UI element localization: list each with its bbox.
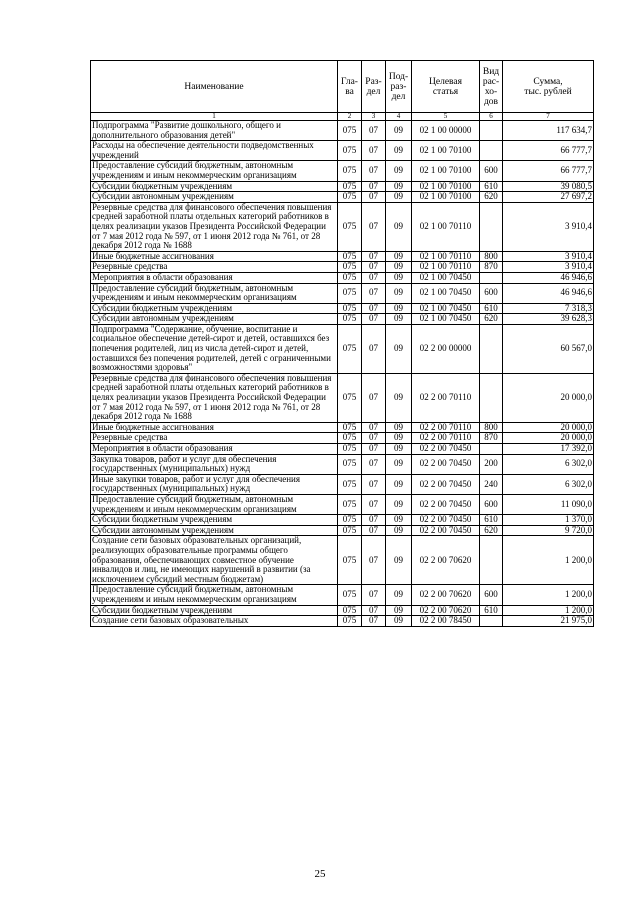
row-tselevaya: 02 2 00 70450 <box>412 474 480 494</box>
row-summa: 66 777,7 <box>503 161 594 181</box>
row-podrazdel: 09 <box>386 283 412 303</box>
header-razdel: Раз- дел <box>362 61 386 113</box>
row-razdel: 07 <box>362 474 386 494</box>
row-glava: 075 <box>338 121 362 141</box>
row-podrazdel: 09 <box>386 314 412 325</box>
row-summa: 39 080,5 <box>503 181 594 192</box>
row-razdel: 07 <box>362 605 386 616</box>
row-razdel: 07 <box>362 585 386 605</box>
row-podrazdel: 09 <box>386 433 412 444</box>
row-tselevaya: 02 2 00 78450 <box>412 616 480 627</box>
row-podrazdel: 09 <box>386 515 412 526</box>
row-podrazdel: 09 <box>386 525 412 536</box>
row-name: Создание сети базовых образовательных <box>91 616 338 627</box>
row-razdel: 07 <box>362 141 386 161</box>
row-summa: 3 910,4 <box>503 251 594 262</box>
row-name: Субсидии бюджетным учреждениям <box>91 303 338 314</box>
row-razdel: 07 <box>362 536 386 585</box>
header-vid: Вид рас- хо- дов <box>480 61 503 113</box>
row-tselevaya: 02 2 00 70620 <box>412 605 480 616</box>
row-tselevaya: 02 1 00 70450 <box>412 283 480 303</box>
row-name: Закупка товаров, работ и услуг для обеспечения государственных (муниципальных) нужд <box>91 454 338 474</box>
row-glava: 075 <box>338 161 362 181</box>
row-glava: 075 <box>338 262 362 273</box>
row-name: Предоставление субсидий бюджетным, автономным учреждениям и иным некоммерческим организациям <box>91 161 338 181</box>
row-glava: 075 <box>338 515 362 526</box>
row-glava: 075 <box>338 192 362 203</box>
row-podrazdel: 09 <box>386 474 412 494</box>
row-razdel: 07 <box>362 494 386 514</box>
row-razdel: 07 <box>362 161 386 181</box>
table-row <box>91 422 594 433</box>
row-glava: 075 <box>338 141 362 161</box>
header-podrazdel: Под- раз- дел <box>386 61 412 113</box>
row-vid <box>480 536 503 585</box>
row-vid <box>480 202 503 251</box>
row-vid: 620 <box>480 192 503 203</box>
table-row <box>91 433 594 444</box>
row-name: Иные бюджетные ассигнования <box>91 251 338 262</box>
row-glava: 075 <box>338 283 362 303</box>
row-tselevaya: 02 1 00 70110 <box>412 202 480 251</box>
row-razdel: 07 <box>362 121 386 141</box>
row-summa: 6 302,0 <box>503 474 594 494</box>
column-number: 4 <box>386 113 412 121</box>
row-summa: 46 946,6 <box>503 283 594 303</box>
table-row <box>91 454 594 474</box>
row-name: Иные бюджетные ассигнования <box>91 422 338 433</box>
table-row <box>91 605 594 616</box>
row-podrazdel: 09 <box>386 422 412 433</box>
row-podrazdel: 09 <box>386 494 412 514</box>
row-summa: 11 090,0 <box>503 494 594 514</box>
row-podrazdel: 09 <box>386 373 412 422</box>
row-podrazdel: 09 <box>386 303 412 314</box>
row-tselevaya: 02 2 00 70110 <box>412 433 480 444</box>
row-vid: 240 <box>480 474 503 494</box>
row-name: Резервные средства <box>91 262 338 273</box>
row-summa: 1 370,0 <box>503 515 594 526</box>
row-name: Субсидии автономным учреждениям <box>91 525 338 536</box>
row-tselevaya: 02 2 00 70450 <box>412 454 480 474</box>
row-vid: 610 <box>480 605 503 616</box>
row-razdel: 07 <box>362 283 386 303</box>
header-summa: Сумма, тыс. рублей <box>503 61 594 113</box>
row-vid: 200 <box>480 454 503 474</box>
row-razdel: 07 <box>362 433 386 444</box>
row-tselevaya: 02 1 00 70450 <box>412 314 480 325</box>
row-podrazdel: 09 <box>386 585 412 605</box>
table-row <box>91 181 594 192</box>
row-podrazdel: 09 <box>386 141 412 161</box>
row-vid <box>480 616 503 627</box>
row-summa: 6 302,0 <box>503 454 594 474</box>
row-tselevaya: 02 2 00 70110 <box>412 373 480 422</box>
row-podrazdel: 09 <box>386 444 412 455</box>
row-name: Субсидии бюджетным учреждениям <box>91 181 338 192</box>
row-glava: 075 <box>338 525 362 536</box>
row-vid: 800 <box>480 422 503 433</box>
row-tselevaya: 02 1 00 70110 <box>412 251 480 262</box>
table-row <box>91 161 594 181</box>
row-razdel: 07 <box>362 324 386 373</box>
row-glava: 075 <box>338 373 362 422</box>
row-podrazdel: 09 <box>386 262 412 273</box>
row-summa: 21 975,0 <box>503 616 594 627</box>
table-row <box>91 515 594 526</box>
column-number: 1 <box>91 113 338 121</box>
row-name: Резервные средства для финансового обеспечения повышения средней заработной платы отдельных категорий работников в целях реализации указов Президента Российской Федерации от 7 мая 2012 года № 597, от 1 июня 2012 года № 761, от 28 декабря 2012 года № 1688 <box>91 202 338 251</box>
row-vid: 600 <box>480 494 503 514</box>
row-podrazdel: 09 <box>386 181 412 192</box>
row-name: Мероприятия в области образования <box>91 444 338 455</box>
row-name: Резервные средства для финансового обеспечения повышения средней заработной платы отдельных категорий работников в целях реализации указов Президента Российской Федерации от 7 мая 2012 года № 597, от 1 июня 2012 года № 761, от 28 декабря 2012 года № 1688 <box>91 373 338 422</box>
row-name: Подпрограмма "Содержание, обучение, воспитание и социальное обеспечение детей-сирот и детей, оставшихся без попечения родителей, лиц из числа детей-сирот и детей, оставшихся без попечения родителей, детей с ограниченными возможностями здоровья" <box>91 324 338 373</box>
row-glava: 075 <box>338 454 362 474</box>
table-row <box>91 494 594 514</box>
row-tselevaya: 02 2 00 00000 <box>412 324 480 373</box>
row-razdel: 07 <box>362 454 386 474</box>
table-row <box>91 525 594 536</box>
row-summa: 7 318,3 <box>503 303 594 314</box>
row-podrazdel: 09 <box>386 251 412 262</box>
row-tselevaya: 02 1 00 70100 <box>412 141 480 161</box>
row-vid: 800 <box>480 251 503 262</box>
table-row <box>91 303 594 314</box>
row-vid: 620 <box>480 314 503 325</box>
table-row <box>91 272 594 283</box>
row-razdel: 07 <box>362 444 386 455</box>
table-row <box>91 314 594 325</box>
row-razdel: 07 <box>362 181 386 192</box>
row-podrazdel: 09 <box>386 454 412 474</box>
row-vid: 600 <box>480 161 503 181</box>
row-podrazdel: 09 <box>386 202 412 251</box>
table-row <box>91 141 594 161</box>
row-summa: 60 567,0 <box>503 324 594 373</box>
row-vid: 610 <box>480 303 503 314</box>
table-row <box>91 283 594 303</box>
column-number: 3 <box>362 113 386 121</box>
row-podrazdel: 09 <box>386 324 412 373</box>
row-vid <box>480 121 503 141</box>
row-razdel: 07 <box>362 202 386 251</box>
row-tselevaya: 02 2 00 70450 <box>412 494 480 514</box>
row-vid: 610 <box>480 181 503 192</box>
row-name: Предоставление субсидий бюджетным, автономным учреждениям и иным некоммерческим организациям <box>91 494 338 514</box>
row-name: Мероприятия в области образования <box>91 272 338 283</box>
row-vid: 620 <box>480 525 503 536</box>
row-podrazdel: 09 <box>386 161 412 181</box>
row-summa: 17 392,0 <box>503 444 594 455</box>
row-podrazdel: 09 <box>386 121 412 141</box>
row-razdel: 07 <box>362 272 386 283</box>
row-glava: 075 <box>338 433 362 444</box>
header-glava: Гла- ва <box>338 61 362 113</box>
row-vid <box>480 141 503 161</box>
row-glava: 075 <box>338 303 362 314</box>
row-glava: 075 <box>338 474 362 494</box>
row-tselevaya: 02 1 00 70450 <box>412 272 480 283</box>
row-razdel: 07 <box>362 192 386 203</box>
row-summa: 66 777,7 <box>503 141 594 161</box>
table-row <box>91 202 594 251</box>
row-tselevaya: 02 2 00 70620 <box>412 536 480 585</box>
row-razdel: 07 <box>362 314 386 325</box>
table-row <box>91 585 594 605</box>
row-glava: 075 <box>338 585 362 605</box>
table-row <box>91 121 594 141</box>
row-name: Субсидии бюджетным учреждениям <box>91 515 338 526</box>
row-name: Предоставление субсидий бюджетным, автономным учреждениям и иным некоммерческим организациям <box>91 585 338 605</box>
row-glava: 075 <box>338 251 362 262</box>
table-row <box>91 251 594 262</box>
row-glava: 075 <box>338 536 362 585</box>
row-summa: 20 000,0 <box>503 373 594 422</box>
row-tselevaya: 02 2 00 70450 <box>412 525 480 536</box>
row-tselevaya: 02 1 00 70100 <box>412 192 480 203</box>
row-tselevaya: 02 1 00 70450 <box>412 303 480 314</box>
row-podrazdel: 09 <box>386 605 412 616</box>
row-vid <box>480 373 503 422</box>
row-razdel: 07 <box>362 422 386 433</box>
row-name: Субсидии автономным учреждениям <box>91 192 338 203</box>
row-razdel: 07 <box>362 303 386 314</box>
row-vid: 600 <box>480 585 503 605</box>
row-glava: 075 <box>338 202 362 251</box>
row-tselevaya: 02 2 00 70450 <box>412 515 480 526</box>
row-name: Предоставление субсидий бюджетным, автономным учреждениям и иным некоммерческим организациям <box>91 283 338 303</box>
row-summa: 3 910,4 <box>503 202 594 251</box>
table-row <box>91 262 594 273</box>
column-numbers-row <box>91 113 594 121</box>
row-name: Подпрограмма "Развитие дошкольного, общего и дополнительного образования детей" <box>91 121 338 141</box>
row-glava: 075 <box>338 181 362 192</box>
budget-table <box>90 60 594 627</box>
row-glava: 075 <box>338 605 362 616</box>
row-summa: 1 200,0 <box>503 585 594 605</box>
row-name: Создание сети базовых образовательных организаций, реализующих образовательные программы общего образования, обеспечивающих совместное обучение инвалидов и лиц, не имеющих нарушений в развитии (за исключением субсидий местным бюджетам) <box>91 536 338 585</box>
row-glava: 075 <box>338 494 362 514</box>
row-summa: 117 634,7 <box>503 121 594 141</box>
row-summa: 20 000,0 <box>503 422 594 433</box>
row-tselevaya: 02 1 00 00000 <box>412 121 480 141</box>
table-row <box>91 536 594 585</box>
header-row <box>91 61 594 113</box>
row-glava: 075 <box>338 272 362 283</box>
page-number: 25 <box>314 868 326 880</box>
row-name: Субсидии бюджетным учреждениям <box>91 605 338 616</box>
row-glava: 075 <box>338 616 362 627</box>
row-vid: 870 <box>480 262 503 273</box>
row-tselevaya: 02 2 00 70620 <box>412 585 480 605</box>
row-vid: 870 <box>480 433 503 444</box>
row-vid: 610 <box>480 515 503 526</box>
row-name: Расходы на обеспечение деятельности подведомственных учреждений <box>91 141 338 161</box>
table-row <box>91 474 594 494</box>
row-summa: 20 000,0 <box>503 433 594 444</box>
row-glava: 075 <box>338 422 362 433</box>
row-name: Субсидии автономным учреждениям <box>91 314 338 325</box>
row-vid: 600 <box>480 283 503 303</box>
row-summa: 3 910,4 <box>503 262 594 273</box>
row-tselevaya: 02 1 00 70110 <box>412 262 480 273</box>
row-summa: 9 720,0 <box>503 525 594 536</box>
row-razdel: 07 <box>362 262 386 273</box>
row-podrazdel: 09 <box>386 536 412 585</box>
row-summa: 39 628,3 <box>503 314 594 325</box>
table-row <box>91 192 594 203</box>
row-glava: 075 <box>338 324 362 373</box>
row-razdel: 07 <box>362 515 386 526</box>
row-name: Иные закупки товаров, работ и услуг для обеспечения государственных (муниципальных) нужд <box>91 474 338 494</box>
row-razdel: 07 <box>362 373 386 422</box>
row-razdel: 07 <box>362 251 386 262</box>
row-summa: 27 697,2 <box>503 192 594 203</box>
row-summa: 1 200,0 <box>503 536 594 585</box>
table-row <box>91 373 594 422</box>
column-number: 2 <box>338 113 362 121</box>
header-name: Наименование <box>91 61 338 113</box>
row-podrazdel: 09 <box>386 616 412 627</box>
table-row <box>91 444 594 455</box>
row-razdel: 07 <box>362 525 386 536</box>
row-summa: 46 946,6 <box>503 272 594 283</box>
row-tselevaya: 02 1 00 70100 <box>412 181 480 192</box>
column-number: 5 <box>412 113 480 121</box>
row-podrazdel: 09 <box>386 272 412 283</box>
row-summa: 1 200,0 <box>503 605 594 616</box>
row-vid <box>480 324 503 373</box>
column-number: 6 <box>480 113 503 121</box>
row-tselevaya: 02 1 00 70100 <box>412 161 480 181</box>
row-razdel: 07 <box>362 616 386 627</box>
row-tselevaya: 02 2 00 70450 <box>412 444 480 455</box>
row-name: Резервные средства <box>91 433 338 444</box>
row-podrazdel: 09 <box>386 192 412 203</box>
table-row <box>91 616 594 627</box>
row-glava: 075 <box>338 444 362 455</box>
header-tselevaya: Целевая статья <box>412 61 480 113</box>
table-row <box>91 324 594 373</box>
column-number: 7 <box>503 113 594 121</box>
row-vid <box>480 444 503 455</box>
row-glava: 075 <box>338 314 362 325</box>
row-vid <box>480 272 503 283</box>
row-tselevaya: 02 2 00 70110 <box>412 422 480 433</box>
